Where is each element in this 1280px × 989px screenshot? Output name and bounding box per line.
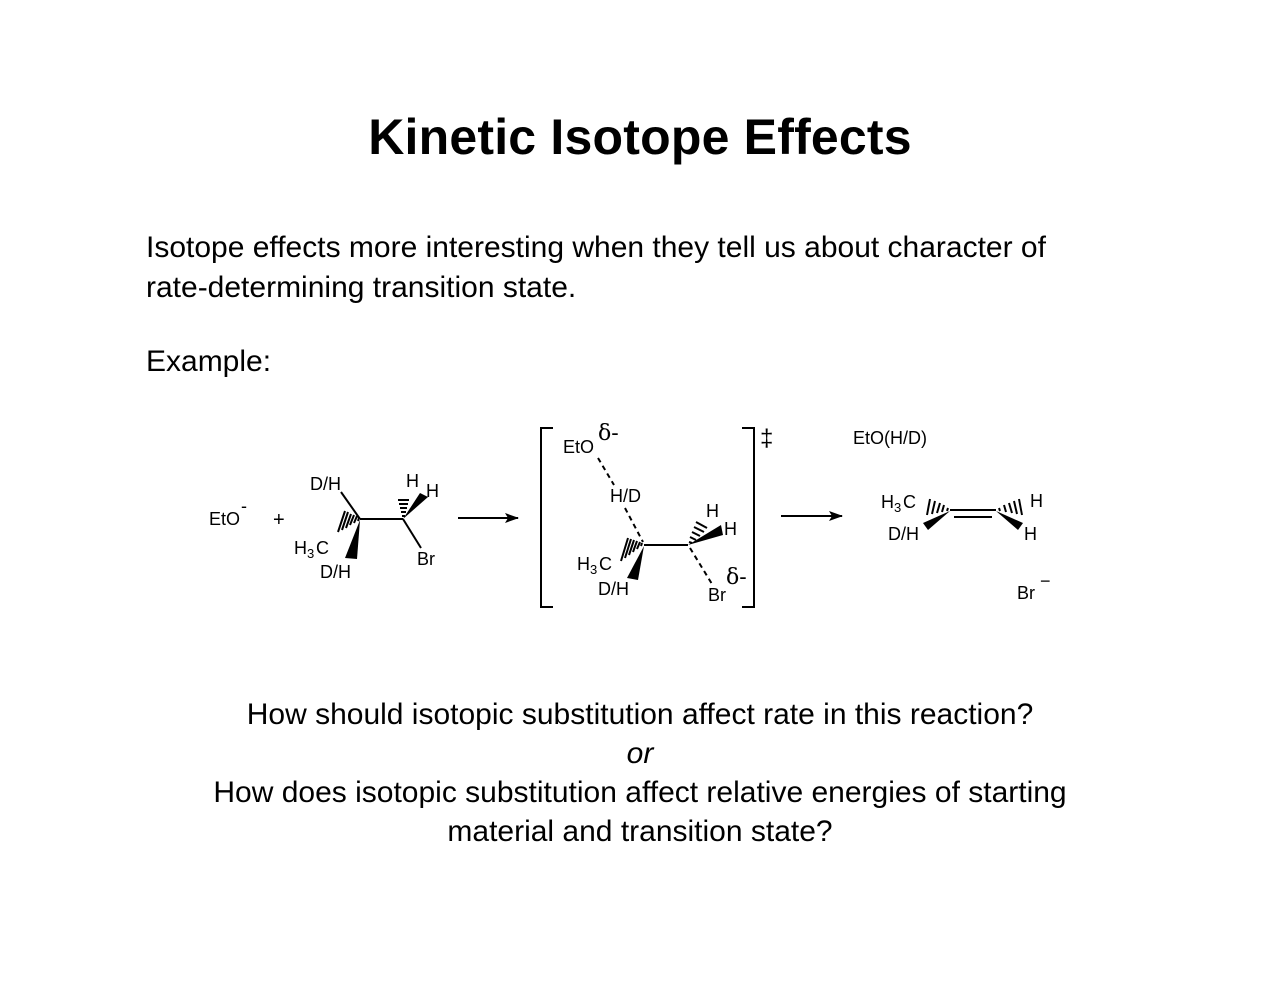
- example-label: Example:: [146, 345, 272, 378]
- ts-methyl-sub: 3: [590, 562, 598, 577]
- question-2-line-1: How does isotopic substitution affect relative energies of starting: [213, 776, 1067, 809]
- product-methyl-c: C: [903, 492, 916, 512]
- product-hashed-bond-h: [999, 499, 1022, 515]
- ts-double-dagger: ‡: [760, 425, 774, 452]
- questions-block: [0, 695, 1280, 851]
- reactant-group: [209, 471, 439, 582]
- reactant-h2: H: [426, 481, 439, 501]
- reactant-h1: H: [406, 471, 419, 491]
- reactant-bond-br: [403, 519, 421, 548]
- reactant-br: Br: [417, 549, 435, 569]
- intro-line-1: Isotope effects more interesting when they tell us about character of: [146, 231, 1046, 264]
- ts-br: Br: [708, 585, 726, 605]
- ts-ethoxide-label: EtO: [563, 437, 595, 457]
- reactant-methyl-sub: 3: [307, 546, 315, 561]
- product-right-h-bottom: H: [1024, 524, 1037, 544]
- question-2-line-2: material and transition state?: [447, 815, 833, 848]
- ts-dashed-h-c: [625, 508, 643, 542]
- product-hashed-bond-methyl: [927, 499, 948, 515]
- ts-br-partial-charge: δ-: [726, 565, 747, 590]
- ts-h1: H: [706, 501, 719, 521]
- question-1: How should isotopic substitution affect rate in this reaction?: [246, 698, 1034, 731]
- product-wedge-right: [996, 511, 1023, 530]
- product-bromide-charge: −: [1040, 571, 1051, 591]
- intro-line-2: rate-determining transition state.: [146, 271, 577, 304]
- product-ethanol-label: EtO(H/D): [853, 428, 927, 448]
- question-or: or: [626, 737, 654, 770]
- ts-transferring-atom: H/D: [610, 486, 641, 506]
- ts-ethoxide-partial-charge: δ-: [598, 421, 619, 446]
- product-methyl-sub: 3: [894, 500, 902, 515]
- reactant-wedge-h: [403, 493, 428, 519]
- reactant-methyl-c: C: [316, 538, 329, 558]
- ts-dashed-c-br: [690, 548, 712, 584]
- ts-methyl-h: H: [577, 554, 590, 574]
- reactant-top-dh: D/H: [310, 474, 341, 494]
- product-group: [853, 428, 1051, 603]
- plus-sign: +: [273, 509, 285, 531]
- product-left-dh: D/H: [888, 524, 919, 544]
- ts-methyl-c: C: [599, 554, 612, 574]
- ts-dashed-o-h: [598, 458, 614, 485]
- ts-bottom-dh: D/H: [598, 579, 629, 599]
- product-bromide-label: Br: [1017, 583, 1035, 603]
- reactant-bottom-dh: D/H: [320, 562, 351, 582]
- reactant-ethoxide-label: EtO: [209, 509, 241, 529]
- product-right-h-top: H: [1030, 491, 1043, 511]
- slide-title: Kinetic Isotope Effects: [368, 109, 912, 165]
- reactant-ethoxide-charge: -: [241, 496, 247, 516]
- transition-state-group: [541, 421, 773, 607]
- product-methyl-h: H: [881, 492, 894, 512]
- ts-left-bracket: [541, 428, 553, 607]
- reactant-methyl-h: H: [294, 538, 307, 558]
- ts-h2: H: [724, 519, 737, 539]
